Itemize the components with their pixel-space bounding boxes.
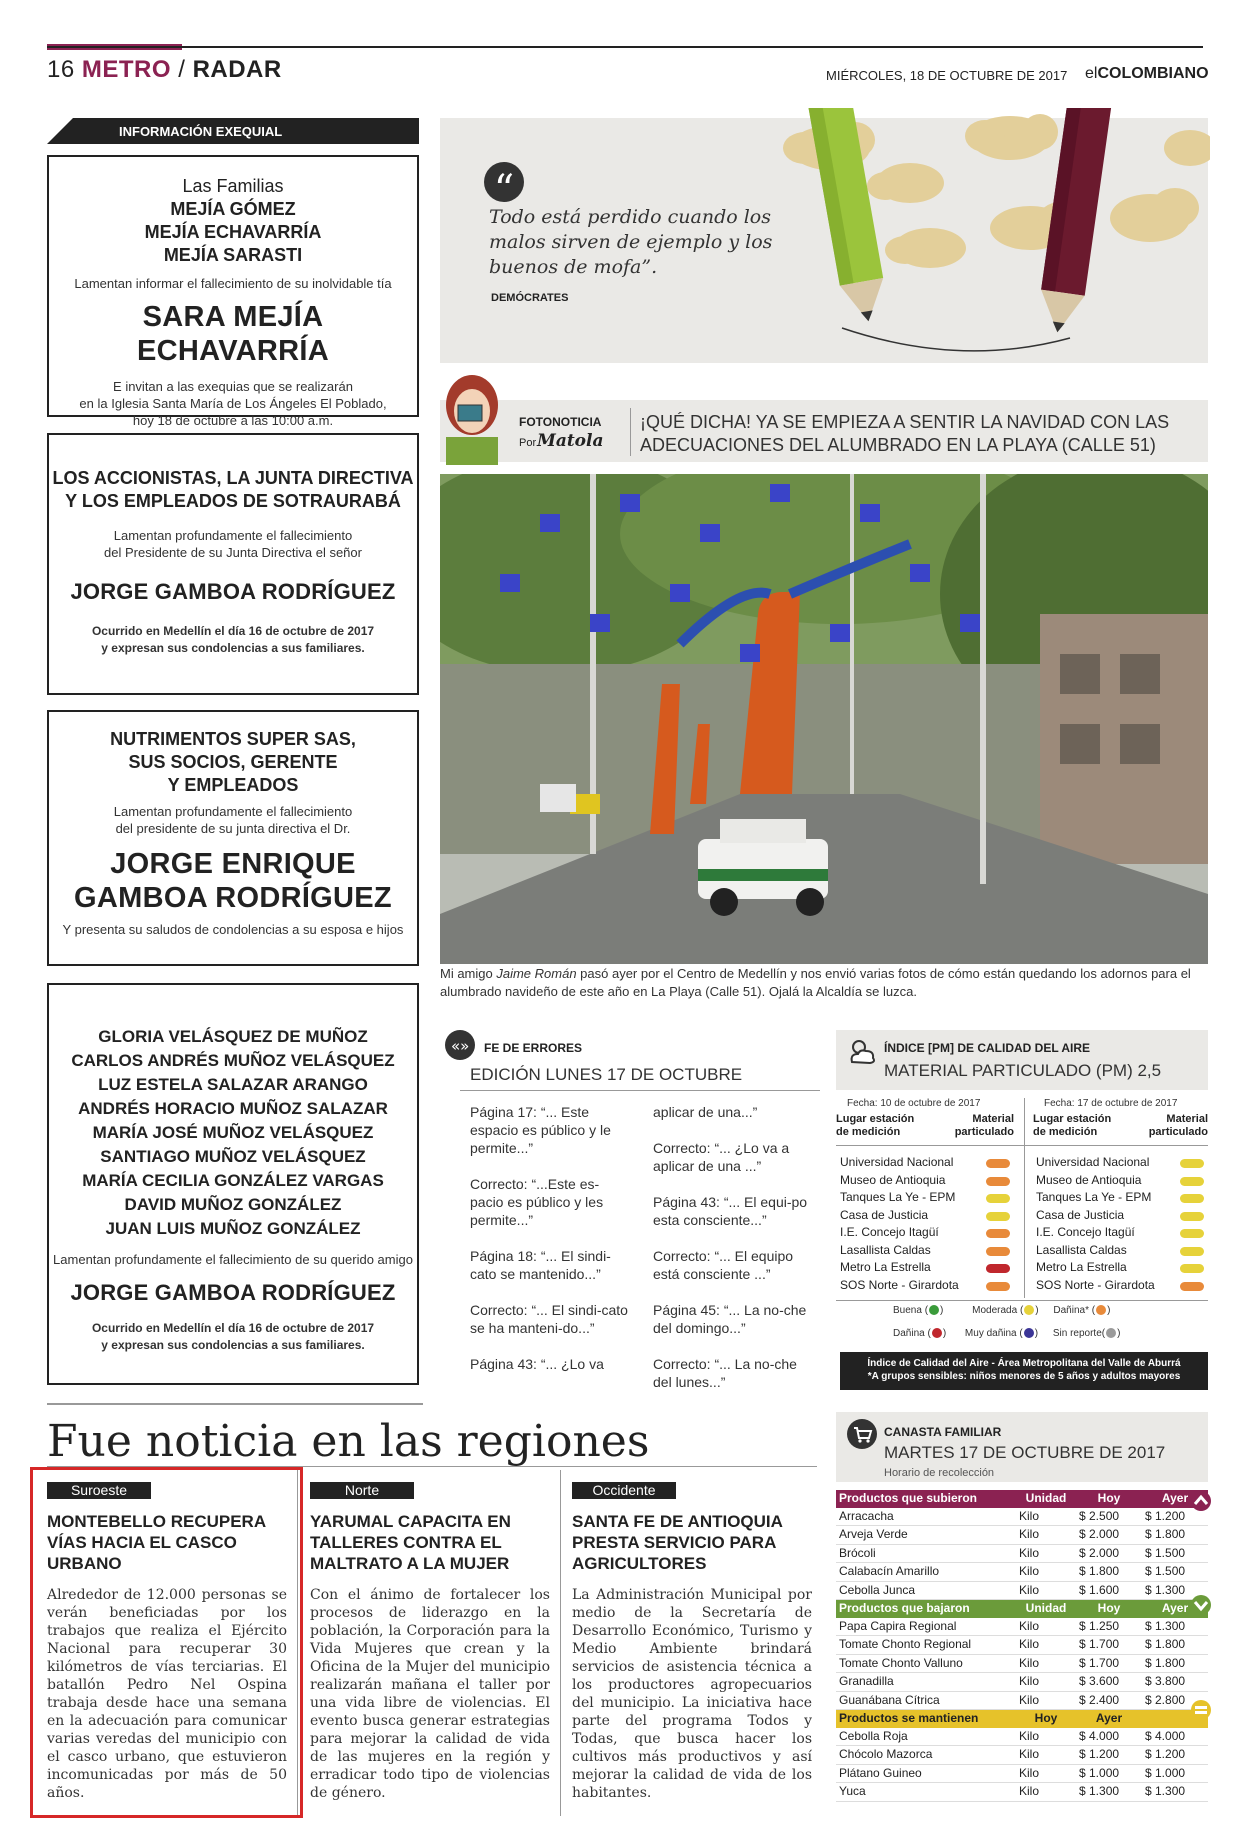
fotonoticia-title: ¡QUÉ DICHA! YA SE EMPIEZA A SENTIR LA NAVIDAD CON LAS ADECUACIONES DEL ALUMBRADO EN LA PLAYA (CALLE 51) [640, 412, 1170, 455]
correction-entry: aplicar de una...” [653, 1104, 758, 1120]
pm-level-indicator [1180, 1229, 1204, 1238]
pm-level-indicator [986, 1194, 1010, 1203]
family-name: CARLOS ANDRÉS MUÑOZ VELÁSQUEZ [71, 1051, 395, 1070]
correction-entry: Correcto: “... El equipo está consciente ...” [653, 1248, 794, 1282]
notice-detail: en la Iglesia Santa María de Los Ángeles El Poblado, [79, 396, 387, 411]
family-name: MARÍA JOSÉ MUÑOZ VELÁSQUEZ [92, 1123, 374, 1142]
notice-families: Y EMPLEADOS [167, 775, 299, 795]
station-name: I.E. Concejo Itagüí [840, 1225, 939, 1239]
notice-families: Las Familias [182, 176, 284, 196]
cartoonist-avatar-icon [432, 365, 512, 465]
divider [460, 1090, 820, 1091]
legend-row-2: Dañina ( ) Muy dañina ( ) Sin reporte( ) [893, 1328, 1121, 1339]
arrow-up-icon [1190, 1490, 1212, 1512]
air-quality-title: ÍNDICE [PM] DE CALIDAD DEL AIRE [884, 1041, 1091, 1055]
pm-level-indicator [986, 1159, 1010, 1168]
air-quality-header [836, 1030, 1208, 1090]
legend-dot-muy-danina [1024, 1328, 1034, 1338]
station-name: Metro La Estrella [840, 1260, 931, 1274]
station-name: Casa de Justicia [840, 1207, 929, 1222]
station-name: Tanques La Ye - EPM [1036, 1190, 1152, 1204]
pm-level-indicator [1180, 1159, 1204, 1168]
air-quality-footer: Índice de Calidad del Aire - Área Metropolitana del Valle de Aburrá *A grupos sensibles: niños menores de 5 años y adultos mayores [840, 1352, 1208, 1390]
region-tag: Occidente [572, 1482, 676, 1499]
pm-level-indicator [986, 1264, 1010, 1273]
subsection-name: RADAR [192, 56, 282, 83]
deceased-name: JORGE GAMBOA RODRÍGUEZ [70, 1280, 396, 1305]
pm-level-indicator [1180, 1247, 1204, 1256]
price-row: Tomate Chonto Valluno Kilo $ 1.700 $ 1.800 [836, 1654, 1208, 1673]
fotonoticia-label: FOTONOTICIA [519, 415, 602, 429]
legend-dot-sin-reporte [1106, 1328, 1116, 1338]
price-row: Papa Capira Regional Kilo $ 1.250 $ 1.300 [836, 1618, 1208, 1636]
canasta-note: Horario de recolección [884, 1467, 995, 1479]
family-name: GLORIA VELÁSQUEZ DE MUÑOZ [98, 1027, 368, 1046]
station-name: Museo de Antioquia [840, 1172, 946, 1187]
photo-caption: Mi amigo Jaime Román pasó ayer por el Centro de Medellín y nos envió varias fotos de cómo están quedando los adornos para el alumbrado navideño de este año en La Playa (Calle 51). Ojalá la Alcaldía se luzca. [440, 966, 1191, 999]
divider [836, 1300, 1208, 1301]
price-row: Chócolo Mazorca Kilo $ 1.200 $ 1.200 [836, 1746, 1208, 1765]
price-group-header: Productos se mantienen Hoy Ayer [836, 1710, 1208, 1728]
price-row: Plátano Guineo Kilo $ 1.000 $ 1.000 [836, 1764, 1208, 1783]
price-row: Calabacín Amarillo Kilo $ 1.800 $ 1.500 [836, 1563, 1208, 1582]
station-header-right: Lugar estación de medición [1033, 1113, 1112, 1138]
family-name: MARÍA CECILIA GONZÁLEZ VARGAS [82, 1171, 384, 1190]
divider [560, 1470, 561, 1816]
pm-level-indicator [1180, 1177, 1204, 1186]
price-row: Arveja Verde Kilo $ 2.000 $ 1.800 [836, 1526, 1208, 1545]
price-table [836, 1490, 1208, 1802]
deceased-name: SARA MEJÍA ECHAVARRÍA [136, 301, 330, 367]
notice-detail: Ocurrido en Medellín el día 16 de octubre de 2017 [91, 1321, 375, 1335]
pm-indicators-right [1178, 1154, 1208, 1304]
obituary-notice-2 [47, 433, 419, 695]
notice-families: SUS SOCIOS, GERENTE [128, 752, 338, 772]
corrections-column-1 [470, 1103, 630, 1391]
station-name: Universidad Nacional [840, 1155, 954, 1169]
price-row: Arracacha Kilo $ 2.500 $ 1.200 [836, 1508, 1208, 1526]
pm-level-indicator [986, 1177, 1010, 1186]
legend-dot-danina [932, 1328, 942, 1338]
newspaper-logo: elCOLOMBIANO [1085, 65, 1209, 82]
deceased-name: JORGE ENRIQUE [110, 848, 356, 880]
pencil-illustration [770, 108, 1210, 358]
station-name: Tanques La Ye - EPM [840, 1190, 956, 1204]
shopping-cart-icon [846, 1418, 878, 1450]
family-name: MEJÍA GÓMEZ [170, 199, 296, 219]
legend-dot-buena [929, 1305, 939, 1315]
page-header: 16 METRO / RADAR [47, 56, 282, 83]
corrections-subtitle: EDICIÓN LUNES 17 DE OCTUBRE [470, 1065, 743, 1084]
station-name: Casa de Justicia [1036, 1207, 1125, 1222]
air-quality-subtitle: MATERIAL PARTICULADO (PM) 2,5 [884, 1061, 1162, 1080]
station-name: SOS Norte - Girardota [1036, 1277, 1155, 1292]
price-row: Yuca Kilo $ 1.300 $ 1.300 [836, 1783, 1208, 1802]
price-row: Tomate Chonto Regional Kilo $ 1.700 $ 1.800 [836, 1636, 1208, 1655]
legend-row-1: Buena ( ) Moderada ( ) Dañina* ( ) [893, 1305, 1111, 1316]
correction-entry: Correcto: “... ¿Lo va a aplicar de una ...” [653, 1140, 790, 1174]
region-tag: Norte [310, 1482, 414, 1499]
story-body: Alrededor de 12.000 personas se verán beneficiadas por los trabajos que realiza el Ejército Nacional para recuperar 30 kilómetros de vías terciarias. El batallón Pedro Nel Ospina trabaja desde hace una semana en la adecuación para comunicar varias veredas del municipio con el casco urbano, que estuvieron incomunicadas por más de 50 años. [47, 1587, 287, 1801]
price-row: Cebolla Junca Kilo $ 1.600 $ 1.300 [836, 1581, 1208, 1600]
notice-detail: Y presenta su saludos de condolencias a su esposa e hijos [62, 922, 404, 937]
station-header-left: Lugar estación de medición [836, 1113, 915, 1138]
arrow-down-icon [1190, 1594, 1212, 1616]
divider [1024, 1098, 1025, 1298]
family-name: LUZ ESTELA SALAZAR ARANGO [98, 1075, 368, 1094]
section-name: METRO [81, 56, 172, 83]
price-row: Brócoli Kilo $ 2.000 $ 1.500 [836, 1544, 1208, 1563]
air-date-left: Fecha: 10 de octubre de 2017 [847, 1098, 981, 1109]
region-story-occidente [572, 1482, 812, 1802]
canasta-subtitle: MARTES 17 DE OCTUBRE DE 2017 [884, 1443, 1166, 1462]
station-name: SOS Norte - Girardota [840, 1277, 959, 1292]
quote-source: DEMÓCRATES [491, 292, 569, 304]
notice-detail: Ocurrido en Medellín el día 16 de octubre de 2017 [91, 624, 375, 638]
pm-level-indicator [1180, 1264, 1204, 1273]
svg-text:«»: «» [451, 1037, 470, 1055]
pm-level-indicator [986, 1247, 1010, 1256]
obituary-notice-1 [47, 155, 419, 428]
byline-prefix: Por [519, 437, 537, 449]
correction-entry: Correcto: “... El sindi-cato se ha manteni-do...” [470, 1302, 628, 1336]
exequial-band: INFORMACIÓN EXEQUIAL [47, 118, 419, 144]
story-headline: MONTEBELLO RECUPERA VÍAS HACIA EL CASCO URBANO [47, 1512, 267, 1573]
notice-families: Y LOS EMPLEADOS DE SOTRAURABÁ [65, 491, 401, 511]
notice-families: LOS ACCIONISTAS, LA JUNTA DIRECTIVA [52, 468, 414, 488]
station-name: Lasallista Caldas [840, 1242, 931, 1257]
correction-entry: Página 43: “... ¿Lo va [470, 1356, 604, 1372]
caption-name: Jaime Román [496, 966, 577, 981]
station-name: Museo de Antioquia [1036, 1172, 1142, 1187]
canasta-title: CANASTA FAMILIAR [884, 1425, 1002, 1439]
notice-detail: hoy 18 de octubre a las 10:00 a.m. [132, 413, 334, 428]
news-photo [440, 474, 1208, 964]
pm-level-indicator [1180, 1212, 1204, 1221]
price-group-header: Productos que bajaron Unidad Hoy Ayer [836, 1600, 1208, 1618]
header-rule [47, 46, 1203, 48]
notice-lament: Lamentan informar el fallecimiento de su inolvidable tía [74, 276, 392, 291]
divider [836, 1145, 1208, 1146]
deceased-name: GAMBOA RODRÍGUEZ [74, 882, 392, 914]
family-name: JUAN LUIS MUÑOZ GONZÁLEZ [105, 1219, 361, 1238]
correction-entry: Página 43: “... El equi-po esta consciente...” [653, 1194, 808, 1228]
obituary-notice-3 [47, 710, 419, 966]
pm-indicators-left [984, 1154, 1014, 1304]
cloud-sun-icon [846, 1036, 878, 1068]
station-name: Metro La Estrella [1036, 1260, 1127, 1274]
correction-entry: Página 45: “... La no-che del domingo...” [653, 1302, 807, 1336]
pm-level-indicator [1180, 1282, 1204, 1291]
story-body: Con el ánimo de fortalecer los procesos de liderazgo en la población, la Corporación para la Vida Mujeres que crean y la Oficina de la Mujer del municipio realizarán mañana el taller por una vida libre de violencias. El evento busca generar estrategias para mejorar la calidad de vida de las mujeres en la región y erradicar todo tipo de violencias de género. [310, 1587, 550, 1801]
pm-level-indicator [986, 1229, 1010, 1238]
quote-icon: “ [484, 162, 524, 202]
regions-section-title: Fue noticia en las regiones [47, 1416, 650, 1467]
family-name: ANDRÉS HORACIO MUÑOZ SALAZAR [78, 1099, 388, 1118]
obituary-notice-4 [47, 983, 419, 1385]
notice-detail: y expresan sus condolencias a sus familiares. [101, 1338, 365, 1352]
family-name: SANTIAGO MUÑOZ VELÁSQUEZ [100, 1147, 366, 1166]
notice-lament: Lamentan profundamente el fallecimiento [113, 804, 353, 819]
issue-date: MIÉRCOLES, 18 DE OCTUBRE DE 2017 [826, 68, 1068, 83]
family-name: MEJÍA ECHAVARRÍA [144, 222, 322, 242]
story-headline: YARUMAL CAPACITA EN TALLERES CONTRA EL MALTRATO A LA MUJER [310, 1512, 511, 1573]
station-name: Lasallista Caldas [1036, 1242, 1127, 1257]
correction-entry: Correcto: “... La no-che del lunes...” [653, 1356, 797, 1390]
pm-level-indicator [1180, 1194, 1204, 1203]
notice-lament: Lamentan profundamente el fallecimiento de su querido amigo [53, 1252, 413, 1267]
legend-dot-moderada [1024, 1305, 1034, 1315]
story-body: La Administración Municipal por medio de la Secretaría de Desarrollo Económico, Turismo y Medio Ambiente brindará servicios de asistencia técnica a los productores agropecuarios del municipio. La iniciativa hace parte del programa Todos y Todas, que busca hacer los cultivos más productivos y así mejorar la calidad de vida de los habitantes. [572, 1587, 812, 1801]
material-header-left: Material particulado [954, 1113, 1014, 1138]
notice-lament: Lamentan profundamente el fallecimiento [113, 528, 353, 543]
family-name: DAVID MUÑOZ GONZÁLEZ [124, 1195, 342, 1214]
section-rule [47, 1403, 423, 1405]
correction-entry: Página 18: “... El sindi-cato se mantenido...” [470, 1248, 611, 1282]
pm-level-indicator [986, 1282, 1010, 1291]
corrections-title: FE DE ERRORES [484, 1041, 583, 1055]
street-photo-illustration [440, 474, 1208, 964]
equal-icon [1190, 1699, 1212, 1721]
price-group-header: Productos que subieron Unidad Hoy Ayer [836, 1490, 1208, 1508]
price-table-wrap [836, 1490, 1208, 1802]
author-signature: Matola [537, 431, 604, 451]
corrections-icon [443, 1028, 477, 1062]
correction-entry: Página 17: “... Este espacio es público y le permite...” [470, 1104, 611, 1156]
correction-entry: Correcto: “...Este es-pacio es público y les permite...” [470, 1176, 604, 1228]
region-story-norte [310, 1482, 550, 1802]
notice-lament: del Presidente de su Junta Directiva el señor [104, 545, 362, 560]
corrections-column-2 [653, 1103, 818, 1409]
material-header-right: Material particulado [1148, 1113, 1208, 1138]
air-date-right: Fecha: 17 de octubre de 2017 [1044, 1098, 1178, 1109]
family-name: MEJÍA SARASTI [163, 245, 303, 265]
notice-detail: E invitan a las exequias que se realizarán [113, 379, 353, 394]
notice-families: NUTRIMENTOS SUPER SAS, [110, 729, 356, 749]
station-name: Universidad Nacional [1036, 1155, 1150, 1169]
price-row: Guanábana Cítrica Kilo $ 2.400 $ 2.800 [836, 1691, 1208, 1710]
highlight-box [30, 1467, 303, 1818]
region-tag: Suroeste [47, 1482, 151, 1499]
price-row: Granadilla Kilo $ 3.600 $ 3.800 [836, 1673, 1208, 1692]
quote-text: Todo está perdido cuando los malos sirven de ejemplo y los buenos de mofa”. [489, 206, 773, 278]
page-number: 16 [47, 56, 75, 83]
price-row: Cebolla Roja Kilo $ 4.000 $ 4.000 [836, 1728, 1208, 1746]
station-name: I.E. Concejo Itagüí [1036, 1225, 1135, 1239]
notice-lament: del presidente de su junta directiva el Dr. [115, 821, 351, 836]
pm-level-indicator [986, 1212, 1010, 1221]
divider [630, 408, 631, 456]
notice-detail: y expresan sus condolencias a sus familiares. [101, 641, 365, 655]
story-headline: SANTA FE DE ANTIOQUIA PRESTA SERVICIO PARA AGRICULTORES [572, 1512, 783, 1573]
deceased-name: JORGE GAMBOA RODRÍGUEZ [70, 579, 396, 604]
legend-dot-danina-s [1096, 1305, 1106, 1315]
